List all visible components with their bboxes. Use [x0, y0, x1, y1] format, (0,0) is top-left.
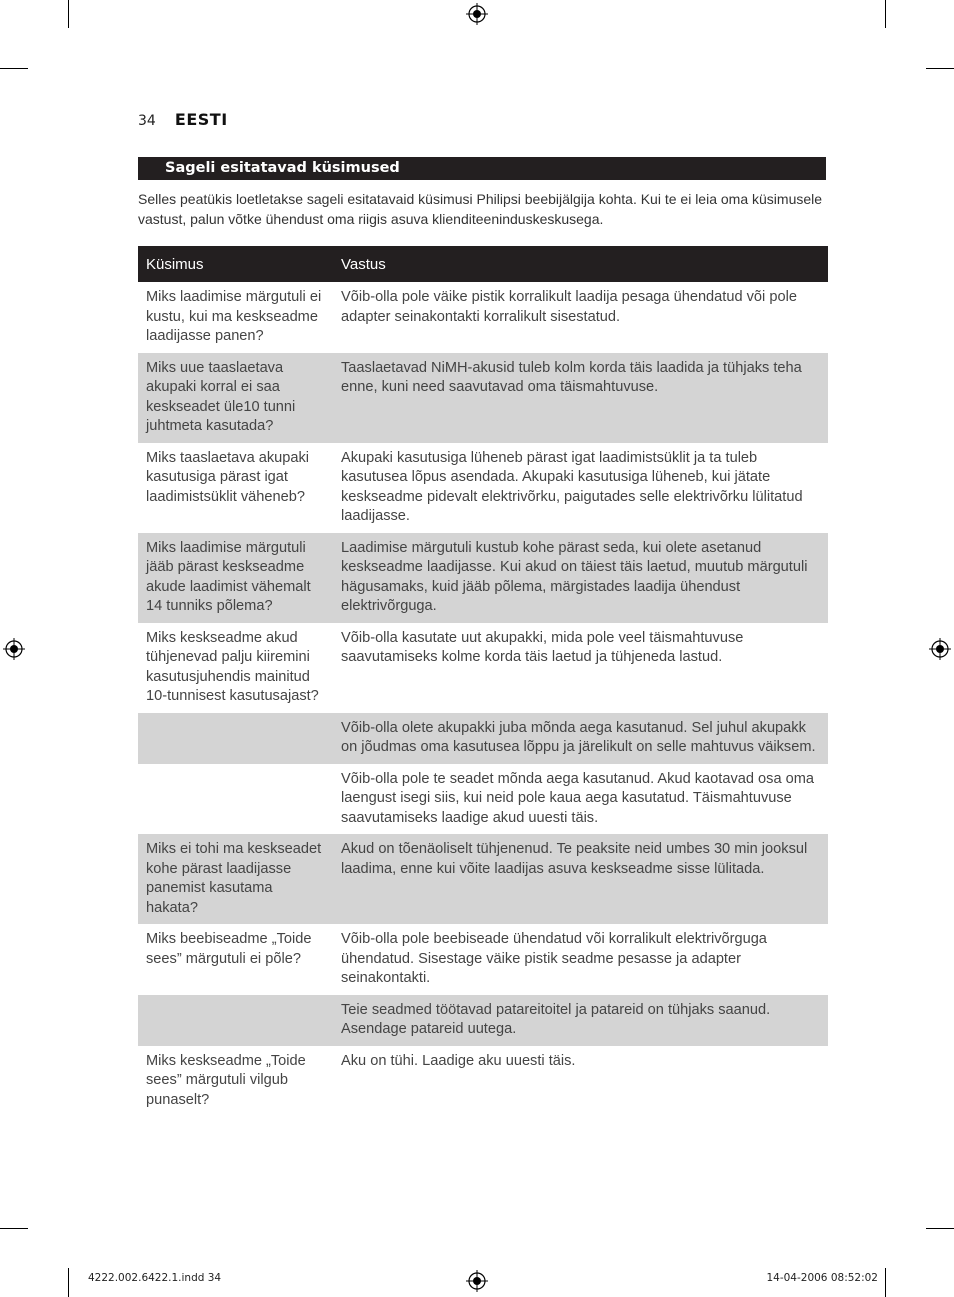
- table-row: [138, 533, 828, 623]
- crop-mark: [68, 0, 69, 28]
- table-row: [138, 353, 828, 443]
- question-cell: Miks laadimise märgutuli ei kustu, kui ma keskseadme laadijasse panen?: [146, 289, 322, 344]
- crop-mark: [0, 68, 28, 69]
- table-row: [138, 834, 828, 924]
- question-cell: Miks beebiseadme „Toide sees” märgutuli ei põle?: [146, 931, 312, 967]
- registration-mark-icon: [466, 1270, 488, 1292]
- answer-cell: Laadimise märgutuli kustub kohe pärast seda, kui olete asetanud keskseadme laadijasse. Kui akud on täiest täis laetud, muutub märgutuli hägusamaks, kuid jääb põlema, märgistades laadija ühendust elektrivõrguga.: [333, 533, 828, 623]
- question-cell: Miks taaslaetava akupaki kasutusiga pärast igat laadimistsüklit väheneb?: [146, 449, 310, 505]
- crop-mark: [885, 0, 886, 28]
- section-title: Sageli esitatavad küsimused: [138, 157, 826, 180]
- question-cell: Miks keskseadme „Toide sees” märgutuli vilgub punaselt?: [146, 1052, 306, 1108]
- question-cell: [138, 995, 333, 1046]
- answer-cell: Võib-olla olete akupakki juba mõnda aega kasutanud. Sel juhul akupakk on jõudmas oma kasutusea lõppu ja järelikult on selle mahtuvus väiksem.: [333, 713, 828, 764]
- table-row: [138, 764, 828, 835]
- column-header-question: Küsimus: [138, 246, 333, 282]
- answer-cell: Võib-olla pole te seadet mõnda aega kasutanud. Akud kaotavad osa oma laengust isegi siis, kui neid pole kaua aega kasutatud. Täismahtuvuse saavutamiseks laadige akud uuesti täis.: [341, 770, 815, 826]
- registration-mark-icon: [929, 638, 951, 660]
- crop-mark: [68, 1268, 69, 1297]
- answer-cell: Akupaki kasutusiga lüheneb pärast igat laadimistsüklit ja ta tuleb kasutusea lõpus asendada. Akupaki kasutusiga lüheneb, kui jätate keskseadme pidevalt elektrivõrku, paigutades selle elektrivõrku lülitatud laadijasse.: [341, 449, 803, 524]
- column-header-answer: Vastus: [333, 246, 828, 282]
- question-cell: [138, 764, 333, 835]
- answer-cell: Võib-olla kasutate uut akupakki, mida pole veel täismahtuvuse saavutamiseks kolme korda täis laetud ja tühjeneda lastud.: [341, 629, 744, 665]
- page-header: [138, 110, 228, 129]
- faq-table-header-row: [138, 246, 828, 282]
- crop-mark: [926, 68, 954, 69]
- registration-mark-icon: [466, 3, 488, 25]
- table-row: [138, 924, 828, 995]
- footer-file-name: 4222.002.6422.1.indd 34: [88, 1272, 222, 1284]
- footer-datetime: 14-04-2006 08:52:02: [766, 1272, 878, 1284]
- intro-paragraph: Selles peatükis loetletakse sageli esitatavaid küsimusi Philipsi beebijälgija kohta. Kui te ei leia oma küsimusele vastust, palun võtke ühendust oma riigis asuva klienditeeninduskeskusega.: [138, 191, 823, 227]
- registration-mark-icon: [3, 638, 25, 660]
- faq-table-body: [138, 282, 828, 1116]
- crop-mark: [885, 1268, 886, 1297]
- answer-cell: Aku on tühi. Laadige aku uuesti täis.: [341, 1052, 576, 1069]
- answer-cell: Taaslaetavad NiMH-akusid tuleb kolm korda täis laadida ja tühjaks teha enne, kuni need saavutavad oma täismahtuvuse.: [333, 353, 828, 443]
- answer-cell: Võib-olla pole väike pistik korralikult laadija pesaga ühendatud või pole adapter seinakontakti korralikult sisestatud.: [341, 289, 797, 325]
- question-cell: Miks ei tohi ma keskseadet kohe pärast laadijasse panemist kasutama hakata?: [138, 834, 333, 924]
- page-number: 34: [138, 113, 156, 129]
- question-cell: Miks uue taaslaetava akupaki korral ei saa keskseadet üle10 tunni juhtmeta kasutada?: [138, 353, 333, 443]
- answer-cell: Akud on tõenäoliselt tühjenenud. Te peaksite neid umbes 30 min jooksul laadima, enne kui võite laadijas asuva keskseadme sisse lülitada.: [333, 834, 828, 924]
- faq-table: [138, 246, 828, 1116]
- question-cell: Miks keskseadme akud tühjenevad palju kiiremini kasutusjuhendis mainitud 10-tunnisest kasutusajast?: [146, 629, 319, 704]
- table-row: [138, 995, 828, 1046]
- table-row: [138, 713, 828, 764]
- table-row: [138, 443, 828, 533]
- answer-cell: Teie seadmed töötavad patareitoitel ja patareid on tühjaks saanud. Asendage patareid uutega.: [333, 995, 828, 1046]
- crop-mark: [0, 1228, 28, 1229]
- question-cell: Miks laadimise märgutuli jääb pärast keskseadme akude laadimist vähemalt 14 tunniks põlema?: [138, 533, 333, 623]
- table-row: [138, 623, 828, 713]
- crop-mark: [926, 1228, 954, 1229]
- answer-cell: Võib-olla pole beebiseade ühendatud või korralikult elektrivõrguga ühendatud. Sisestage väike pistik seadme pesasse ja adapter seinakontakti.: [341, 931, 767, 986]
- question-cell: [138, 713, 333, 764]
- language-label: EESTI: [174, 110, 228, 129]
- table-row: [138, 1046, 828, 1117]
- table-row: [138, 282, 828, 353]
